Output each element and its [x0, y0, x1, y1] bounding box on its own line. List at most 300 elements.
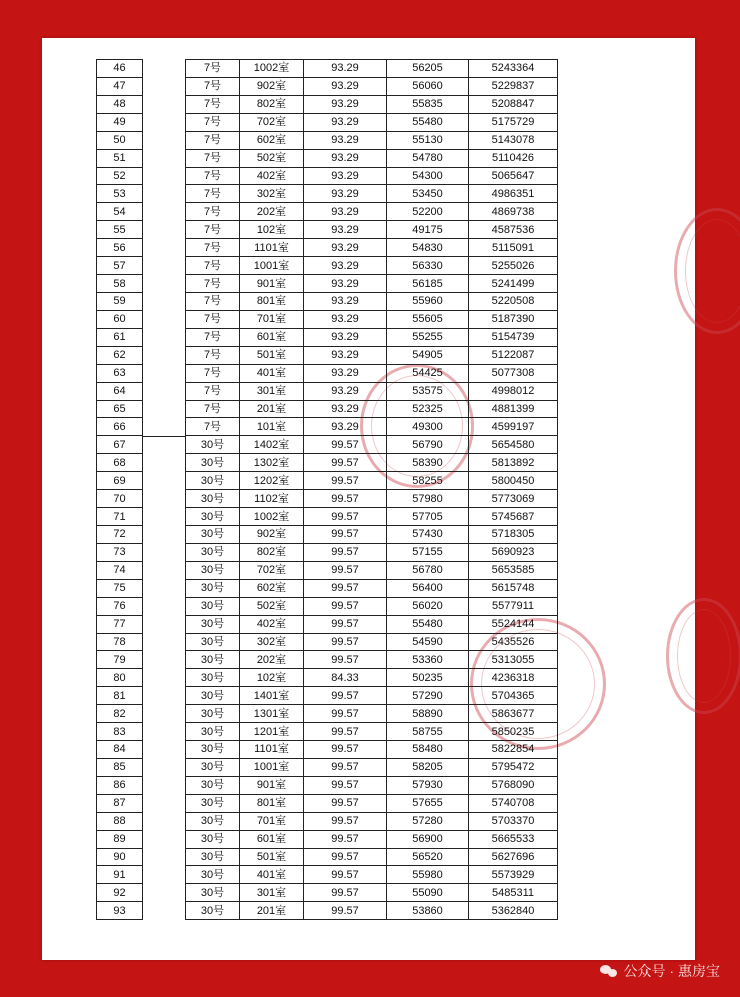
area-cell: 93.29 [304, 257, 387, 275]
unit-price-cell: 53860 [387, 902, 469, 920]
table-row [186, 275, 558, 293]
room-cell: 202室 [240, 651, 304, 669]
index-table [96, 59, 143, 920]
index-row [97, 866, 143, 884]
building-cell: 30号 [186, 490, 240, 508]
table-row [186, 418, 558, 436]
index-cell: 92 [97, 884, 143, 902]
total-price-cell: 5077308 [469, 364, 558, 382]
index-cell: 84 [97, 741, 143, 759]
index-row [97, 400, 143, 418]
unit-price-cell: 53450 [387, 185, 469, 203]
room-cell: 502室 [240, 597, 304, 615]
table-row [186, 203, 558, 221]
building-cell: 7号 [186, 167, 240, 185]
building-cell: 30号 [186, 597, 240, 615]
building-cell: 7号 [186, 400, 240, 418]
unit-price-cell: 56400 [387, 579, 469, 597]
index-row [97, 364, 143, 382]
unit-price-cell: 55130 [387, 131, 469, 149]
index-cell: 53 [97, 185, 143, 203]
room-cell: 802室 [240, 543, 304, 561]
index-cell: 78 [97, 633, 143, 651]
unit-price-cell: 54905 [387, 346, 469, 364]
room-cell: 901室 [240, 776, 304, 794]
area-cell: 99.57 [304, 633, 387, 651]
table-connector-line [143, 436, 185, 437]
table-row [186, 561, 558, 579]
room-cell: 701室 [240, 812, 304, 830]
area-cell: 93.29 [304, 167, 387, 185]
index-row [97, 848, 143, 866]
index-cell: 70 [97, 490, 143, 508]
seal-stamp-edge-right [666, 598, 740, 714]
total-price-cell: 5863677 [469, 705, 558, 723]
total-price-cell: 5740708 [469, 794, 558, 812]
area-cell: 99.57 [304, 651, 387, 669]
building-cell: 30号 [186, 794, 240, 812]
unit-price-cell: 58255 [387, 472, 469, 490]
index-row [97, 794, 143, 812]
unit-price-cell: 57655 [387, 794, 469, 812]
area-cell: 99.57 [304, 436, 387, 454]
total-price-cell: 5653585 [469, 561, 558, 579]
index-cell: 88 [97, 812, 143, 830]
total-price-cell: 5703370 [469, 812, 558, 830]
building-cell: 7号 [186, 113, 240, 131]
room-cell: 1202室 [240, 472, 304, 490]
area-cell: 93.29 [304, 239, 387, 257]
total-price-cell: 5065647 [469, 167, 558, 185]
table-row [186, 508, 558, 526]
building-cell: 7号 [186, 203, 240, 221]
index-row [97, 776, 143, 794]
building-cell: 30号 [186, 651, 240, 669]
building-cell: 30号 [186, 758, 240, 776]
building-cell: 30号 [186, 543, 240, 561]
building-cell: 7号 [186, 292, 240, 310]
room-cell: 701室 [240, 310, 304, 328]
building-cell: 30号 [186, 472, 240, 490]
room-cell: 601室 [240, 830, 304, 848]
area-cell: 99.57 [304, 758, 387, 776]
building-cell: 30号 [186, 723, 240, 741]
index-row [97, 113, 143, 131]
total-price-cell: 5690923 [469, 543, 558, 561]
room-cell: 801室 [240, 794, 304, 812]
building-cell: 30号 [186, 812, 240, 830]
index-cell: 90 [97, 848, 143, 866]
table-row [186, 346, 558, 364]
unit-price-cell: 52200 [387, 203, 469, 221]
index-row [97, 203, 143, 221]
unit-price-cell: 49175 [387, 221, 469, 239]
index-cell: 79 [97, 651, 143, 669]
building-cell: 7号 [186, 95, 240, 113]
total-price-cell: 5615748 [469, 579, 558, 597]
total-price-cell: 5718305 [469, 525, 558, 543]
index-row [97, 579, 143, 597]
building-cell: 30号 [186, 776, 240, 794]
table-row [186, 472, 558, 490]
area-cell: 99.57 [304, 508, 387, 526]
area-cell: 99.57 [304, 615, 387, 633]
index-cell: 76 [97, 597, 143, 615]
building-cell: 7号 [186, 364, 240, 382]
room-cell: 901室 [240, 275, 304, 293]
unit-price-cell: 53575 [387, 382, 469, 400]
index-cell: 91 [97, 866, 143, 884]
total-price-cell: 4881399 [469, 400, 558, 418]
area-cell: 99.57 [304, 687, 387, 705]
area-cell: 93.29 [304, 364, 387, 382]
area-cell: 93.29 [304, 149, 387, 167]
total-price-cell: 5122087 [469, 346, 558, 364]
area-cell: 93.29 [304, 185, 387, 203]
index-row [97, 741, 143, 759]
index-row [97, 185, 143, 203]
table-row [186, 490, 558, 508]
table-row [186, 669, 558, 687]
unit-price-cell: 53360 [387, 651, 469, 669]
building-cell: 30号 [186, 615, 240, 633]
index-row [97, 508, 143, 526]
unit-price-cell: 56900 [387, 830, 469, 848]
index-row [97, 346, 143, 364]
total-price-cell: 5255026 [469, 257, 558, 275]
total-price-cell: 5773069 [469, 490, 558, 508]
total-price-cell: 5241499 [469, 275, 558, 293]
index-cell: 64 [97, 382, 143, 400]
building-cell: 30号 [186, 561, 240, 579]
area-cell: 99.57 [304, 741, 387, 759]
table-row [186, 866, 558, 884]
area-cell: 84.33 [304, 669, 387, 687]
index-row [97, 758, 143, 776]
building-cell: 30号 [186, 525, 240, 543]
room-cell: 902室 [240, 77, 304, 95]
room-cell: 602室 [240, 579, 304, 597]
unit-price-cell: 52325 [387, 400, 469, 418]
table-row [186, 902, 558, 920]
room-cell: 1001室 [240, 257, 304, 275]
total-price-cell: 5154739 [469, 328, 558, 346]
total-price-cell: 5573929 [469, 866, 558, 884]
room-cell: 1402室 [240, 436, 304, 454]
unit-price-cell: 56185 [387, 275, 469, 293]
total-price-cell: 5745687 [469, 508, 558, 526]
area-cell: 99.57 [304, 454, 387, 472]
room-cell: 1002室 [240, 508, 304, 526]
index-cell: 57 [97, 257, 143, 275]
unit-price-cell: 57155 [387, 543, 469, 561]
total-price-cell: 5143078 [469, 131, 558, 149]
building-cell: 7号 [186, 257, 240, 275]
room-cell: 401室 [240, 866, 304, 884]
room-cell: 1101室 [240, 239, 304, 257]
area-cell: 99.57 [304, 794, 387, 812]
area-cell: 99.57 [304, 525, 387, 543]
unit-price-cell: 55090 [387, 884, 469, 902]
table-row [186, 687, 558, 705]
index-cell: 65 [97, 400, 143, 418]
index-cell: 50 [97, 131, 143, 149]
index-row [97, 239, 143, 257]
unit-price-cell: 58390 [387, 454, 469, 472]
index-cell: 62 [97, 346, 143, 364]
building-cell: 30号 [186, 508, 240, 526]
index-row [97, 830, 143, 848]
index-cell: 59 [97, 292, 143, 310]
building-cell: 7号 [186, 346, 240, 364]
index-row [97, 723, 143, 741]
index-cell: 61 [97, 328, 143, 346]
total-price-cell: 5115091 [469, 239, 558, 257]
index-row [97, 561, 143, 579]
total-price-cell: 5229837 [469, 77, 558, 95]
index-row [97, 60, 143, 78]
total-price-cell: 5208847 [469, 95, 558, 113]
building-cell: 30号 [186, 436, 240, 454]
table-row [186, 579, 558, 597]
unit-price-cell: 56060 [387, 77, 469, 95]
index-cell: 69 [97, 472, 143, 490]
room-cell: 802室 [240, 95, 304, 113]
total-price-cell: 5768090 [469, 776, 558, 794]
index-cell: 47 [97, 77, 143, 95]
room-cell: 102室 [240, 669, 304, 687]
index-cell: 85 [97, 758, 143, 776]
total-price-cell: 5362840 [469, 902, 558, 920]
table-row [186, 436, 558, 454]
building-cell: 30号 [186, 633, 240, 651]
index-cell: 55 [97, 221, 143, 239]
unit-price-cell: 55255 [387, 328, 469, 346]
unit-price-cell: 55980 [387, 866, 469, 884]
table-row [186, 185, 558, 203]
room-cell: 1301室 [240, 705, 304, 723]
area-cell: 99.57 [304, 830, 387, 848]
table-row [186, 633, 558, 651]
index-row [97, 902, 143, 920]
room-cell: 401室 [240, 364, 304, 382]
total-price-cell: 4869738 [469, 203, 558, 221]
building-cell: 7号 [186, 382, 240, 400]
building-cell: 7号 [186, 275, 240, 293]
table-row [186, 310, 558, 328]
index-cell: 71 [97, 508, 143, 526]
unit-price-cell: 57430 [387, 525, 469, 543]
unit-price-cell: 50235 [387, 669, 469, 687]
unit-price-cell: 56780 [387, 561, 469, 579]
index-cell: 67 [97, 436, 143, 454]
index-row [97, 257, 143, 275]
building-cell: 30号 [186, 866, 240, 884]
unit-price-cell: 56520 [387, 848, 469, 866]
index-cell: 93 [97, 902, 143, 920]
building-cell: 7号 [186, 131, 240, 149]
building-cell: 7号 [186, 310, 240, 328]
room-cell: 602室 [240, 131, 304, 149]
index-row [97, 77, 143, 95]
area-cell: 99.57 [304, 543, 387, 561]
area-cell: 93.29 [304, 113, 387, 131]
unit-price-cell: 57290 [387, 687, 469, 705]
unit-price-cell: 56020 [387, 597, 469, 615]
total-price-cell: 5800450 [469, 472, 558, 490]
index-cell: 72 [97, 525, 143, 543]
table-row [186, 794, 558, 812]
building-cell: 7号 [186, 328, 240, 346]
area-cell: 93.29 [304, 346, 387, 364]
table-row [186, 257, 558, 275]
area-cell: 99.57 [304, 579, 387, 597]
index-cell: 63 [97, 364, 143, 382]
index-cell: 56 [97, 239, 143, 257]
total-price-cell: 5577911 [469, 597, 558, 615]
area-cell: 93.29 [304, 328, 387, 346]
index-cell: 73 [97, 543, 143, 561]
building-cell: 7号 [186, 418, 240, 436]
watermark [600, 961, 720, 981]
index-cell: 58 [97, 275, 143, 293]
total-price-cell: 5220508 [469, 292, 558, 310]
table-row [186, 723, 558, 741]
room-cell: 402室 [240, 167, 304, 185]
index-row [97, 884, 143, 902]
index-cell: 49 [97, 113, 143, 131]
unit-price-cell: 55480 [387, 113, 469, 131]
table-row [186, 149, 558, 167]
table-row [186, 221, 558, 239]
area-cell: 93.29 [304, 60, 387, 78]
index-cell: 75 [97, 579, 143, 597]
total-price-cell: 4998012 [469, 382, 558, 400]
room-cell: 302室 [240, 633, 304, 651]
table-row [186, 830, 558, 848]
index-row [97, 543, 143, 561]
index-cell: 77 [97, 615, 143, 633]
total-price-cell: 5524144 [469, 615, 558, 633]
table-row [186, 525, 558, 543]
area-cell: 93.29 [304, 310, 387, 328]
building-cell: 7号 [186, 221, 240, 239]
building-cell: 30号 [186, 902, 240, 920]
wechat-icon [600, 964, 618, 978]
index-row [97, 382, 143, 400]
index-row [97, 149, 143, 167]
index-row [97, 167, 143, 185]
area-cell: 93.29 [304, 221, 387, 239]
building-cell: 7号 [186, 185, 240, 203]
total-price-cell: 5110426 [469, 149, 558, 167]
area-cell: 99.57 [304, 472, 387, 490]
unit-price-cell: 54425 [387, 364, 469, 382]
table-row [186, 95, 558, 113]
unit-price-cell: 57280 [387, 812, 469, 830]
table-row [186, 812, 558, 830]
room-cell: 1302室 [240, 454, 304, 472]
index-row [97, 275, 143, 293]
index-cell: 81 [97, 687, 143, 705]
index-cell: 87 [97, 794, 143, 812]
table-row [186, 884, 558, 902]
table-row [186, 615, 558, 633]
total-price-cell: 5822854 [469, 741, 558, 759]
room-cell: 1201室 [240, 723, 304, 741]
unit-price-cell: 57980 [387, 490, 469, 508]
index-cell: 51 [97, 149, 143, 167]
index-cell: 68 [97, 454, 143, 472]
unit-price-cell: 58205 [387, 758, 469, 776]
room-cell: 801室 [240, 292, 304, 310]
index-row [97, 328, 143, 346]
building-cell: 30号 [186, 687, 240, 705]
index-row [97, 705, 143, 723]
room-cell: 402室 [240, 615, 304, 633]
index-row [97, 454, 143, 472]
area-cell: 99.57 [304, 812, 387, 830]
total-price-cell: 4236318 [469, 669, 558, 687]
building-cell: 7号 [186, 239, 240, 257]
total-price-cell: 5435526 [469, 633, 558, 651]
room-cell: 1002室 [240, 60, 304, 78]
table-row [186, 758, 558, 776]
area-cell: 99.57 [304, 776, 387, 794]
unit-price-cell: 55835 [387, 95, 469, 113]
room-cell: 702室 [240, 113, 304, 131]
building-cell: 30号 [186, 705, 240, 723]
room-cell: 1102室 [240, 490, 304, 508]
table-row [186, 167, 558, 185]
unit-price-cell: 49300 [387, 418, 469, 436]
building-cell: 30号 [186, 454, 240, 472]
room-cell: 501室 [240, 848, 304, 866]
index-row [97, 812, 143, 830]
unit-price-cell: 54830 [387, 239, 469, 257]
unit-price-cell: 57930 [387, 776, 469, 794]
area-cell: 93.29 [304, 275, 387, 293]
table-row [186, 60, 558, 78]
table-row [186, 651, 558, 669]
index-row [97, 472, 143, 490]
index-row [97, 651, 143, 669]
index-cell: 74 [97, 561, 143, 579]
total-price-cell: 5313055 [469, 651, 558, 669]
building-cell: 30号 [186, 741, 240, 759]
room-cell: 501室 [240, 346, 304, 364]
index-cell: 60 [97, 310, 143, 328]
table-row [186, 454, 558, 472]
index-row [97, 525, 143, 543]
room-cell: 202室 [240, 203, 304, 221]
index-cell: 66 [97, 418, 143, 436]
room-cell: 101室 [240, 418, 304, 436]
table-row [186, 741, 558, 759]
index-cell: 80 [97, 669, 143, 687]
room-cell: 302室 [240, 185, 304, 203]
table-row [186, 776, 558, 794]
unit-price-cell: 54300 [387, 167, 469, 185]
building-cell: 7号 [186, 149, 240, 167]
index-cell: 83 [97, 723, 143, 741]
room-cell: 1101室 [240, 741, 304, 759]
room-cell: 201室 [240, 902, 304, 920]
unit-price-cell: 58890 [387, 705, 469, 723]
index-row [97, 633, 143, 651]
table-row [186, 239, 558, 257]
area-cell: 99.57 [304, 902, 387, 920]
